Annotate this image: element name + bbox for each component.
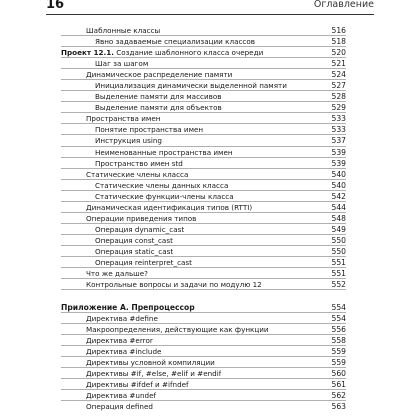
- toc-entry: [61, 313, 346, 324]
- toc-entry: [61, 102, 346, 113]
- toc-entry-title: Выделение памяти для объектов: [95, 103, 222, 113]
- toc-entry-page: 554: [331, 302, 346, 312]
- toc-entry-page: 551: [331, 269, 346, 279]
- toc-entry-page: 550: [331, 235, 346, 245]
- toc-entry-page: 518: [331, 37, 346, 47]
- toc-entry-page: 540: [331, 169, 346, 179]
- toc-entry-page: 561: [331, 379, 346, 389]
- toc-entry-page: 551: [331, 257, 346, 267]
- toc-entry-title: Операция reinterpret_cast: [95, 257, 192, 267]
- toc-entry-page: 528: [331, 92, 346, 102]
- toc-entry-page: 520: [331, 48, 346, 58]
- toc-entry-page: 524: [331, 70, 346, 80]
- toc-entry-title: Статические члены данных класса: [95, 180, 229, 190]
- toc-entry-page: 533: [331, 125, 346, 135]
- toc-entry-page: 540: [331, 180, 346, 190]
- toc-entry: [61, 302, 346, 313]
- toc-entry-title: Директива #define: [86, 313, 158, 323]
- toc-entry-title: Операция defined: [86, 402, 153, 412]
- toc-entry-page: 516: [331, 26, 346, 35]
- toc-entry: [61, 368, 346, 379]
- toc-entry-title: Неименованные пространства имен: [95, 147, 233, 157]
- toc-entry-title: Операция static_cast: [95, 246, 174, 256]
- toc-entry-page: 559: [331, 357, 346, 367]
- toc-entry: [61, 357, 346, 368]
- toc-entry: [61, 25, 346, 36]
- toc-entry: [61, 279, 346, 290]
- section-gap: [61, 290, 346, 302]
- toc-entry: [61, 169, 346, 180]
- toc-entry: [61, 335, 346, 346]
- toc-entry-title: Статические члены класса: [86, 169, 189, 179]
- toc-entry-title: Шаблонные классы: [86, 26, 161, 35]
- toc-entry: [61, 224, 346, 235]
- toc-entry-title: Динамическое распределение памяти: [86, 70, 233, 80]
- toc-entry: [61, 113, 346, 124]
- toc-entry: [61, 47, 346, 58]
- toc-entry: [61, 202, 346, 213]
- toc-entry: [61, 124, 346, 135]
- toc-entry-page: 556: [331, 324, 346, 334]
- toc-entry: [61, 213, 346, 224]
- toc-entry-title: Макроопределения, действующие как функции: [86, 324, 269, 334]
- toc-entry: [61, 235, 346, 246]
- table-of-contents: [61, 25, 346, 412]
- toc-entry: [61, 401, 346, 412]
- toc-entry-title: Инструкция using: [95, 136, 162, 146]
- toc-entry-page: 533: [331, 114, 346, 124]
- toc-entry-page: 539: [331, 147, 346, 157]
- toc-entry-title: Выделение памяти для массивов: [95, 92, 222, 102]
- toc-entry-title: Директива #error: [86, 335, 153, 345]
- toc-entry-title: Пространство имен std: [95, 158, 183, 168]
- toc-entry-title: Пространства имен: [86, 114, 161, 124]
- toc-entry-page: 529: [331, 103, 346, 113]
- toc-entry-title: Операция dynamic_cast: [95, 224, 185, 234]
- toc-entry-title: Контрольные вопросы и задачи по модулю 12: [86, 280, 262, 290]
- toc-entry-page: 548: [331, 213, 346, 223]
- toc-entry-page: 559: [331, 346, 346, 356]
- toc-entry: [61, 390, 346, 401]
- toc-entry: [61, 135, 346, 146]
- toc-entry-page: 552: [331, 280, 346, 290]
- toc-entry-page: 563: [331, 402, 346, 412]
- toc-entry: [61, 180, 346, 191]
- toc-entry-title: Шаг за шагом: [95, 59, 149, 69]
- toc-entry: [61, 246, 346, 257]
- toc-entry-page: 537: [331, 136, 346, 146]
- toc-entry-page: 539: [331, 158, 346, 168]
- toc-entry-title: Инициализация динамически выделенной памяти: [95, 81, 287, 91]
- toc-entry-title: Директива #include: [86, 346, 162, 356]
- toc-entry-page: 544: [331, 202, 346, 212]
- page-header: [46, 0, 374, 15]
- running-title: Оглавление: [313, 0, 374, 10]
- toc-entry-page: 562: [331, 391, 346, 400]
- toc-entry-project-label: Проект 12.1.: [61, 48, 114, 58]
- toc-entry: [61, 268, 346, 279]
- toc-entry-title: Динамическая идентификация типов (RTTI): [86, 202, 253, 212]
- toc-entry-title: Что же дальше?: [86, 269, 148, 279]
- toc-entry: [61, 324, 346, 335]
- toc-entry-title: Приложение А. Препроцессор: [61, 302, 195, 312]
- toc-entry: [61, 80, 346, 91]
- toc-entry: [61, 379, 346, 390]
- toc-entry-title: Операция const_cast: [95, 235, 173, 245]
- toc-entry-title: Директивы #if, #else, #elif и #endif: [86, 368, 222, 378]
- toc-entry: [61, 147, 346, 158]
- toc-entry-page: 558: [331, 335, 346, 345]
- toc-entry-title: Явно задаваемые специализации классов: [95, 37, 256, 47]
- toc-entry-page: 527: [331, 81, 346, 91]
- toc-entry-title: Статические функции-члены класса: [95, 191, 234, 201]
- toc-entry-page: 521: [331, 59, 346, 69]
- toc-entry-page: 560: [331, 368, 346, 378]
- toc-entry-title: Операции приведения типов: [86, 213, 197, 223]
- toc-entry-page: 549: [331, 224, 346, 234]
- toc-entry: [61, 191, 346, 202]
- toc-entry-title: Проект 12.1. Создание шаблонного класса очереди: [61, 48, 264, 58]
- toc-entry: [61, 91, 346, 102]
- toc-section-module-12: [61, 25, 346, 290]
- toc-entry-title: Директива #undef: [86, 391, 157, 400]
- toc-entry: [61, 158, 346, 169]
- toc-entry-page: 554: [331, 313, 346, 323]
- page-number: 16: [46, 0, 65, 12]
- toc-entry: [61, 69, 346, 80]
- toc-entry: [61, 36, 346, 47]
- toc-entry: [61, 257, 346, 268]
- toc-entry: [61, 346, 346, 357]
- toc-entry-page: 542: [331, 191, 346, 201]
- toc-entry-title: Директивы #ifdef и #ifndef: [86, 379, 189, 389]
- toc-entry-title: Директивы условной компиляции: [86, 357, 215, 367]
- toc-entry: [61, 58, 346, 69]
- toc-entry-title: Понятие пространства имен: [95, 125, 204, 135]
- toc-section-appendix-a: [61, 302, 346, 412]
- toc-entry-page: 550: [331, 246, 346, 256]
